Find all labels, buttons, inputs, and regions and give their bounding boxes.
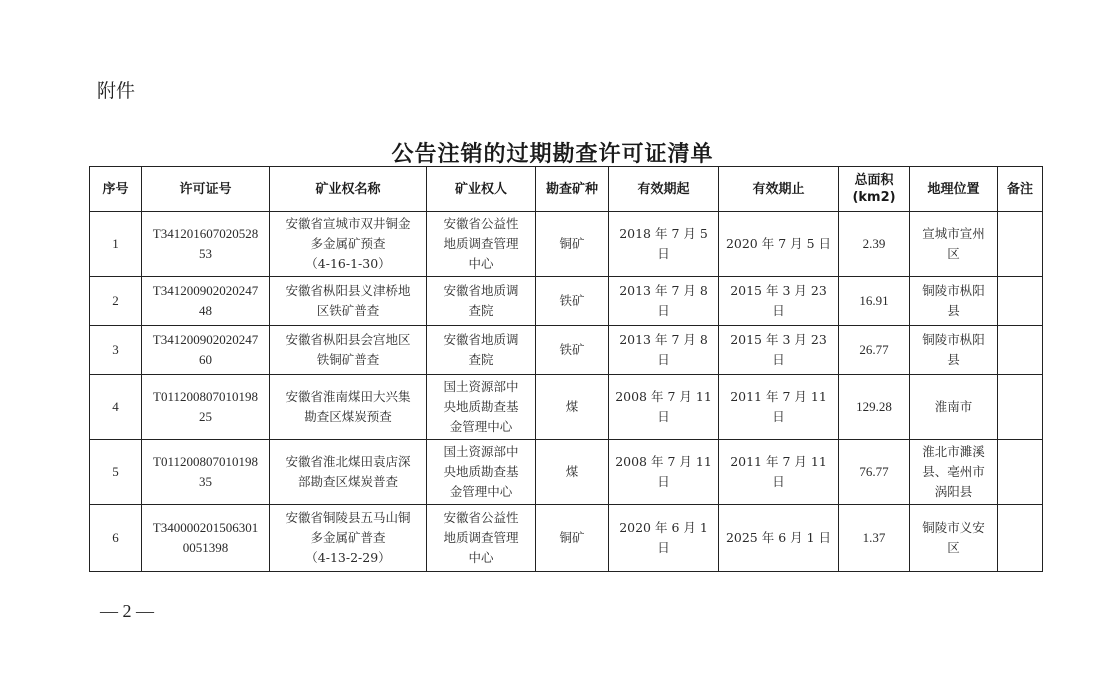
cell-mineral: 铁矿 xyxy=(536,277,609,326)
cell-license: T011200807010198 35 xyxy=(142,440,270,505)
cell-mineral: 铜矿 xyxy=(536,505,609,572)
cell-license: T341200902020247 48 xyxy=(142,277,270,326)
cell-name: 安徽省淮南煤田大兴集 勘查区煤炭预查 xyxy=(270,375,427,440)
cell-name: 安徽省枞阳县会宫地区 铁铜矿普查 xyxy=(270,326,427,375)
cell-location: 铜陵市枞阳 县 xyxy=(910,326,998,375)
cell-name: 安徽省淮北煤田袁店深 部勘查区煤炭普查 xyxy=(270,440,427,505)
header-mineral: 勘查矿种 xyxy=(536,167,609,212)
cell-area: 1.37 xyxy=(839,505,910,572)
cell-area: 129.28 xyxy=(839,375,910,440)
cell-area: 26.77 xyxy=(839,326,910,375)
cell-no: 5 xyxy=(90,440,142,505)
page-number: — 2 — xyxy=(100,601,154,621)
cell-end: 2011 年 7 月 11 日 xyxy=(719,440,839,505)
cell-start: 2020 年 6 月 1 日 xyxy=(609,505,719,572)
cell-owner: 安徽省公益性 地质调查管理 中心 xyxy=(427,505,536,572)
cell-start: 2018 年 7 月 5 日 xyxy=(609,212,719,277)
table-header-row xyxy=(90,167,1043,212)
cell-end: 2020 年 7 月 5 日 xyxy=(719,212,839,277)
header-area-line2: (km2) xyxy=(852,190,896,205)
cell-start: 2013 年 7 月 8 日 xyxy=(609,277,719,326)
table-row xyxy=(90,277,1043,326)
cell-owner: 安徽省公益性 地质调查管理 中心 xyxy=(427,212,536,277)
cell-mineral: 铜矿 xyxy=(536,212,609,277)
table-row xyxy=(90,505,1043,572)
cell-license: T341201607020528 53 xyxy=(142,212,270,277)
header-location: 地理位置 xyxy=(910,167,998,212)
table-row xyxy=(90,326,1043,375)
license-table xyxy=(89,166,1043,572)
cell-license: T341200902020247 60 xyxy=(142,326,270,375)
cell-remark xyxy=(998,375,1043,440)
attachment-label: 附件 xyxy=(97,80,136,102)
cell-name: 安徽省枞阳县义津桥地 区铁矿普查 xyxy=(270,277,427,326)
cell-remark xyxy=(998,277,1043,326)
cell-no: 1 xyxy=(90,212,142,277)
cell-name: 安徽省铜陵县五马山铜 多金属矿普查 （4-13-2-29） xyxy=(270,505,427,572)
header-area xyxy=(839,167,910,212)
cell-license: T011200807010198 25 xyxy=(142,375,270,440)
header-name: 矿业权名称 xyxy=(270,167,427,212)
table-row xyxy=(90,212,1043,277)
cell-remark xyxy=(998,326,1043,375)
table-row xyxy=(90,440,1043,505)
cell-start: 2013 年 7 月 8 日 xyxy=(609,326,719,375)
cell-end: 2011 年 7 月 11 日 xyxy=(719,375,839,440)
cell-no: 2 xyxy=(90,277,142,326)
cell-location: 铜陵市义安 区 xyxy=(910,505,998,572)
cell-owner: 安徽省地质调 查院 xyxy=(427,277,536,326)
header-start: 有效期起 xyxy=(609,167,719,212)
cell-license: T340000201506301 0051398 xyxy=(142,505,270,572)
cell-no: 6 xyxy=(90,505,142,572)
cell-no: 4 xyxy=(90,375,142,440)
cell-location: 铜陵市枞阳 县 xyxy=(910,277,998,326)
header-license: 许可证号 xyxy=(142,167,270,212)
cell-end: 2015 年 3 月 23 日 xyxy=(719,277,839,326)
header-no: 序号 xyxy=(90,167,142,212)
cell-remark xyxy=(998,505,1043,572)
document-title: 公告注销的过期勘查许可证清单 xyxy=(391,141,714,167)
header-owner: 矿业权人 xyxy=(427,167,536,212)
cell-remark xyxy=(998,212,1043,277)
cell-area: 16.91 xyxy=(839,277,910,326)
cell-owner: 国土资源部中 央地质勘查基 金管理中心 xyxy=(427,375,536,440)
cell-mineral: 煤 xyxy=(536,440,609,505)
header-area-line1: 总面积 xyxy=(854,173,894,188)
cell-remark xyxy=(998,440,1043,505)
cell-owner: 国土资源部中 央地质勘查基 金管理中心 xyxy=(427,440,536,505)
cell-name: 安徽省宣城市双井铜金 多金属矿预查 （4-16-1-30） xyxy=(270,212,427,277)
cell-mineral: 煤 xyxy=(536,375,609,440)
cell-area: 2.39 xyxy=(839,212,910,277)
cell-location: 淮南市 xyxy=(910,375,998,440)
cell-start: 2008 年 7 月 11 日 xyxy=(609,440,719,505)
table-row xyxy=(90,375,1043,440)
cell-end: 2025 年 6 月 1 日 xyxy=(719,505,839,572)
cell-owner: 安徽省地质调 查院 xyxy=(427,326,536,375)
cell-start: 2008 年 7 月 11 日 xyxy=(609,375,719,440)
header-remark: 备注 xyxy=(998,167,1043,212)
cell-location: 淮北市濉溪 县、亳州市 涡阳县 xyxy=(910,440,998,505)
cell-mineral: 铁矿 xyxy=(536,326,609,375)
header-end: 有效期止 xyxy=(719,167,839,212)
cell-location: 宣城市宣州 区 xyxy=(910,212,998,277)
cell-end: 2015 年 3 月 23 日 xyxy=(719,326,839,375)
cell-area: 76.77 xyxy=(839,440,910,505)
cell-no: 3 xyxy=(90,326,142,375)
